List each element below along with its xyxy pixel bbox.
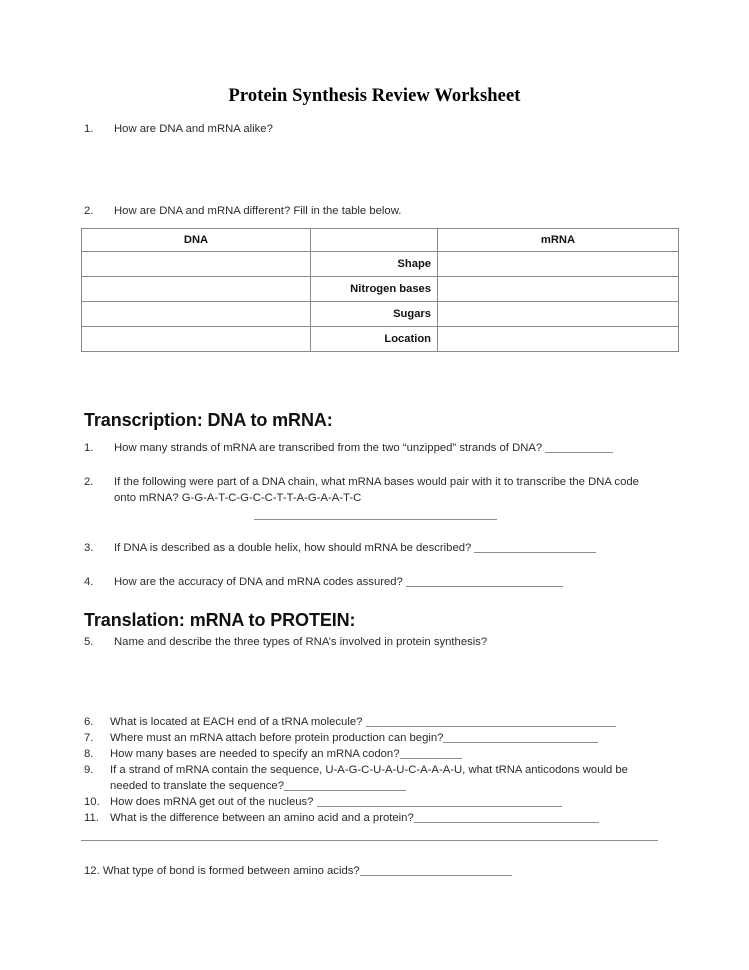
answer-blank[interactable] <box>360 865 512 876</box>
dna-mrna-comparison-table <box>81 228 679 352</box>
question-text: What is the difference between an amino acid and a protein? <box>110 812 414 824</box>
table-cell-mrna-sugars[interactable] <box>438 302 679 327</box>
page-title: Protein Synthesis Review Worksheet <box>228 86 521 106</box>
list-item-translation-11 <box>84 811 669 827</box>
answer-blank[interactable] <box>284 780 406 791</box>
list-item-translation-5 <box>84 635 659 651</box>
list-item-transcription-4 <box>84 575 659 591</box>
list-item-transcription-1 <box>84 441 659 457</box>
table-row-label-shape: Shape <box>311 252 438 277</box>
question-text: If DNA is described as a double helix, how should mRNA be described? <box>114 542 472 554</box>
answer-blank[interactable] <box>474 542 596 553</box>
section-heading-translation: Translation: mRNA to PROTEIN: <box>84 610 356 630</box>
table-row <box>82 277 679 302</box>
list-item-label <box>114 441 659 457</box>
answer-blank-transcription-2[interactable] <box>254 519 497 520</box>
table-cell-dna-shape[interactable] <box>82 252 311 277</box>
table-row <box>82 252 679 277</box>
list-item-label: If the following were part of a DNA chain, what mRNA bases would pair with it to transcribe the DNA code onto mRNA? G-G-A-T-C-G-C-C-T-T-A-G-A-A-T-C <box>114 476 639 504</box>
answer-blank[interactable] <box>317 796 562 807</box>
question-text: Where must an mRNA attach before protein production can begin? <box>110 732 444 744</box>
list-item-translation-7 <box>84 731 664 747</box>
question-text: How many bases are needed to specify an mRNA codon? <box>110 748 400 760</box>
list-item-translation-6 <box>84 715 664 731</box>
list-item-translation-9 <box>84 763 662 794</box>
list-item-label <box>114 575 659 591</box>
table-row <box>82 302 679 327</box>
list-item-number: 7. <box>84 732 94 744</box>
list-item-transcription-3 <box>84 541 659 557</box>
table-row-label-sugars: Sugars <box>311 302 438 327</box>
table-row-label-nitrogen-bases: Nitrogen bases <box>311 277 438 302</box>
list-item-number: 8. <box>84 748 94 760</box>
answer-blank[interactable] <box>414 812 599 823</box>
table-header-dna: DNA <box>82 229 311 252</box>
question-text: How are the accuracy of DNA and mRNA codes assured? <box>114 576 403 588</box>
list-item-number: 10. <box>84 796 100 808</box>
table-header-middle <box>311 229 438 252</box>
list-item-label: Name and describe the three types of RNA’s involved in protein synthesis? <box>114 636 488 648</box>
list-item-intro-2 <box>84 204 644 220</box>
answer-blank[interactable] <box>400 748 462 759</box>
list-item-number: 6. <box>84 716 94 728</box>
section-heading-transcription: Transcription: DNA to mRNA: <box>84 410 333 430</box>
answer-blank[interactable] <box>443 732 598 743</box>
list-item-transcription-2 <box>84 475 661 506</box>
question-text: How does mRNA get out of the nucleus? <box>110 796 314 808</box>
table-cell-mrna-location[interactable] <box>438 327 679 352</box>
list-item-label <box>110 795 664 811</box>
list-item-number: 11. <box>84 812 99 824</box>
question-text: 12. What type of bond is formed between amino acids? <box>84 865 360 877</box>
answer-blank[interactable] <box>545 442 613 453</box>
table-cell-dna-nitrogen-bases[interactable] <box>82 277 311 302</box>
table-row <box>82 327 679 352</box>
question-text: What is located at EACH end of a tRNA molecule? <box>110 716 363 728</box>
table-cell-mrna-shape[interactable] <box>438 252 679 277</box>
list-item-number: 3. <box>84 542 94 554</box>
table-cell-mrna-nitrogen-bases[interactable] <box>438 277 679 302</box>
list-item-number: 2. <box>84 476 94 488</box>
list-item-translation-8 <box>84 747 664 763</box>
question-text: If a strand of mRNA contain the sequence, U-A-G-C-U-A-U-C-A-A-A-U, what tRNA anticodons would be needed to translate the sequence? <box>110 764 628 792</box>
list-item-number: 1. <box>84 123 94 135</box>
table-row-label-location: Location <box>311 327 438 352</box>
question-text: How many strands of mRNA are transcribed from the two “unzipped” strands of DNA? <box>114 442 543 454</box>
table-cell-dna-sugars[interactable] <box>82 302 311 327</box>
list-item-translation-12 <box>84 864 669 880</box>
table-header-mrna: mRNA <box>438 229 679 252</box>
list-item-label <box>110 811 669 827</box>
list-item-label: How are DNA and mRNA alike? <box>114 123 273 135</box>
list-item-number: 4. <box>84 576 94 588</box>
answer-blank[interactable] <box>366 716 616 727</box>
list-item-label <box>110 715 664 731</box>
list-item-number: 9. <box>84 764 94 776</box>
table-cell-dna-location[interactable] <box>82 327 311 352</box>
answer-blank[interactable] <box>406 576 563 587</box>
list-item-intro-1 <box>84 122 644 138</box>
list-item-number: 1. <box>84 442 94 454</box>
table-header-row <box>82 229 679 252</box>
list-item-label: How are DNA and mRNA different? Fill in the table below. <box>114 205 402 217</box>
list-item-translation-10 <box>84 795 664 811</box>
list-item-label <box>110 731 664 747</box>
list-item-label <box>110 763 662 794</box>
answer-blank-continuation[interactable] <box>81 840 658 841</box>
list-item-number: 5. <box>84 636 94 648</box>
list-item-label <box>110 747 664 763</box>
list-item-label <box>114 541 659 557</box>
list-item-number: 2. <box>84 205 94 217</box>
